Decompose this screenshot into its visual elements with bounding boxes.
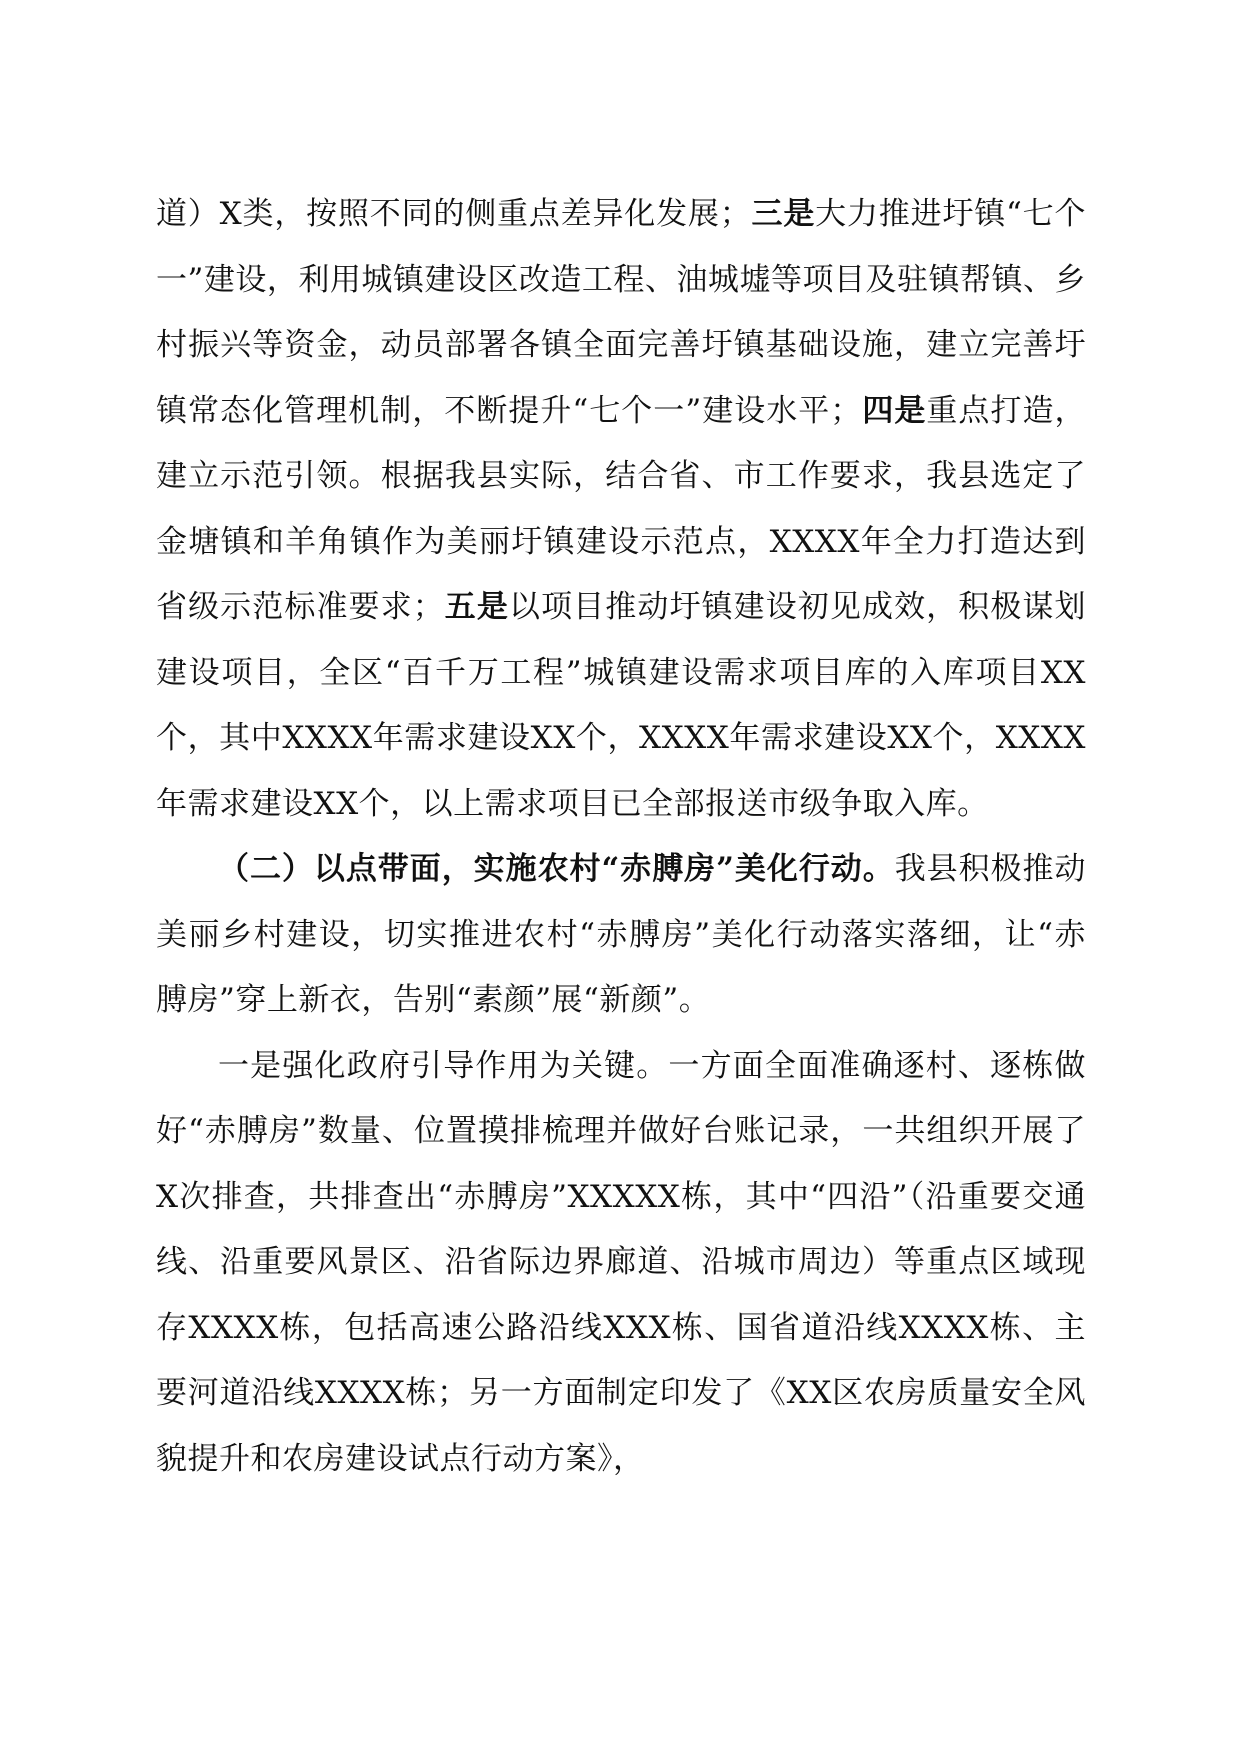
paragraph-government-guidance <box>156 1034 1086 1493</box>
text-run: 一是强化政府引导作用为关键。一方面全面准确逐村、逐栋做好“赤膊房”数量、位置摸排梳理并做好台账记录，一共组织开展了X次排查，共排查出“赤膊房”XXXXX栋，其中“四沿”（沿重要交通线、沿重要风景区、沿省际边界廊道、沿城市周边）等重点区域现存XXXX栋，包括高速公路沿线XXX栋、国省道沿线XXXX栋、主要河道沿线XXXX栋；另一方面制定印发了《XX区农房质量安全风貌提升和农房建设试点行动方案》， <box>156 1047 1086 1477</box>
text-run: 以项目推动圩镇建设初见成效，积极谋划建设项目，全区“百千万工程”城镇建设需求项目库的入库项目XX个，其中XXXX年需求建设XX个，XXXX年需求建设XX个，XXXX年需求建设XX个，以上需求项目已全部报送市级争取入库。 <box>156 589 1087 822</box>
paragraph-section-two <box>156 837 1086 1034</box>
text-run: 大力推进圩镇“七个一”建设，利用城镇建设区改造工程、油城墟等项目及驻镇帮镇、乡村振兴等资金，动员部署各镇全面完善圩镇基础设施，建立完善圩镇常态化管理机制，不断提升“七个一”建设水平； <box>156 196 1086 429</box>
document-body <box>156 182 1086 1492</box>
text-run: 我县积极推动美丽乡村建设，切实推进农村“赤膊房”美化行动落实落细，让“赤膊房”穿上新衣，告别“素颜”展“新颜”。 <box>156 851 1087 1018</box>
bold-marker-four: 四是 <box>861 392 927 429</box>
paragraph-town-construction <box>156 182 1086 837</box>
section-heading: （二）以点带面，实施农村“赤膊房”美化行动。 <box>218 851 895 887</box>
bold-marker-three: 三是 <box>751 196 816 232</box>
text-run: 重点打造，建立示范引领。根据我县实际，结合省、市工作要求，我县选定了金塘镇和羊角镇作为美丽圩镇建设示范点，XXXX年全力打造达到省级示范标准要求； <box>156 392 1087 625</box>
text-run: 道）X类，按照不同的侧重点差异化发展； <box>156 196 752 232</box>
bold-marker-five: 五是 <box>444 589 509 625</box>
